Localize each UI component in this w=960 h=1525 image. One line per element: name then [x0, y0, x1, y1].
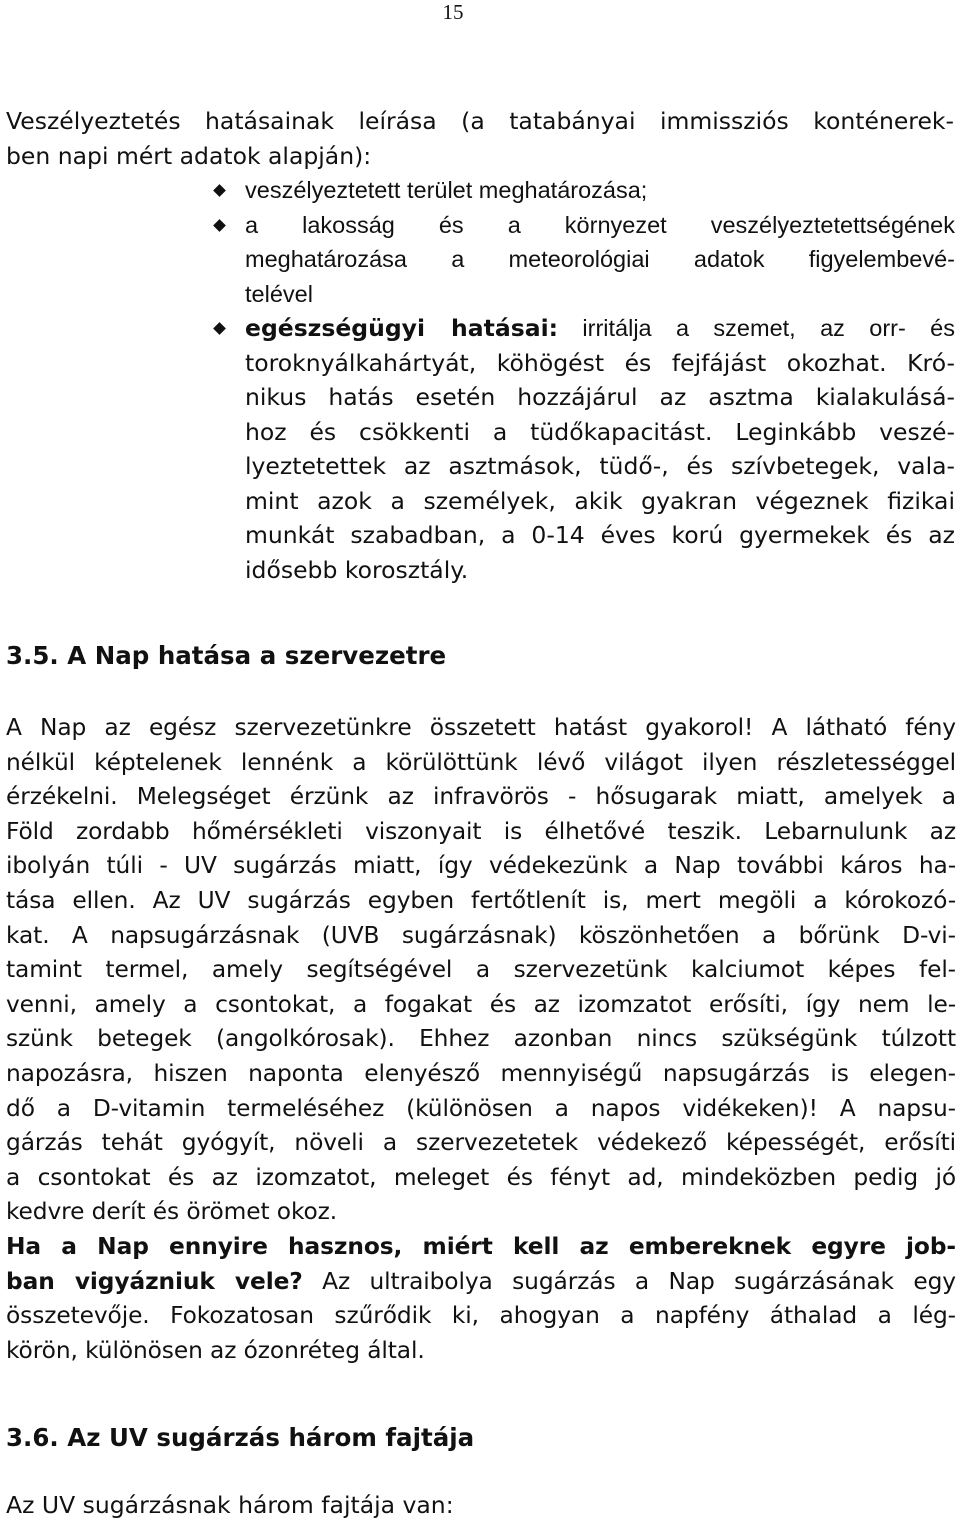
body-line: kat. A napsugárzásnak (UVB sugárzásnak) köszönhetően a bőrünk D-vi- [6, 921, 956, 949]
list-item-text: munkát szabadban, a 0-14 éves korú gyermekek és az [245, 521, 955, 549]
section-heading-3-5: 3.5. A Nap hatása a szervezetre [6, 641, 447, 670]
list-item [245, 311, 955, 587]
list-item-text: a lakosság és a környezet veszélyeztetettségének [245, 211, 955, 238]
intro-line: Veszélyeztetés hatásainak leírása (a tatabányai immissziós konténerek- [6, 107, 954, 135]
list-item-text: lyeztetettek az asztmások, tüdő-, és szívbetegek, vala- [245, 452, 955, 480]
body-line: érzékelni. Melegséget érzünk az infravörös - hősugarak miatt, amelyek a [6, 783, 956, 811]
diamond-bullet-icon [213, 219, 226, 232]
body-line: nélkül képtelenek lennénk a körülöttünk lévő világot ilyen részletességgel [6, 748, 956, 776]
body-line: a csontokat és az izomzatot, meleget és fényt ad, mindeközben pedig jó [6, 1163, 956, 1191]
diamond-bullet-icon [213, 184, 226, 197]
body-line: napozásra, hiszen naponta elenyésző mennyiségű napsugárzás is elegen- [6, 1059, 956, 1087]
body-line: dő a D-vitamin termeléséhez (különösen a napos vidékeken)! A napsu- [6, 1094, 956, 1122]
list-item-text: meghatározása a meteorológiai adatok figyelembevé- [245, 246, 955, 272]
body-line: Föld zordabb hőmérsékleti viszonyait is élhetővé teszik. Lebarnulunk az [6, 817, 956, 845]
intro-line: ben napi mért adatok alapján): [6, 141, 372, 170]
section-3-6-intro: Az UV sugárzásnak három fajtája van: [6, 1491, 454, 1519]
list-item [245, 208, 955, 312]
section-3-5-body [6, 711, 956, 1368]
body-line: körön, különösen az ózonréteg által. [6, 1336, 425, 1364]
body-line: gárzás tehát gyógyít, növeli a szervezetetek védekező képességét, erősíti [6, 1129, 956, 1157]
body-line: tása ellen. Az UV sugárzás egyben fertőtlenít is, mert megöli a kórokozó- [6, 886, 956, 914]
body-line: A Nap az egész szervezetünkre összetett hatást gyakorol! A látható fény [6, 714, 956, 741]
intro-paragraph [6, 104, 954, 173]
section-heading-3-6: 3.6. Az UV sugárzás három fajtája [6, 1423, 475, 1452]
list-item-text: telével [245, 280, 313, 307]
list-item [245, 173, 955, 208]
body-line: szünk betegek (angolkórosak). Ehhez azonban nincs szükségünk túlzott [6, 1025, 956, 1053]
question-line: Ha a Nap ennyire hasznos, miért kell az embereknek egyre job- [6, 1232, 956, 1260]
list-item-text: toroknyálkahártyát, köhögést és fejfájást okozhat. Kró- [245, 348, 955, 377]
question-emphasis: ban vigyázniuk vele? [6, 1267, 303, 1295]
body-line: ibolyán túli - UV sugárzás miatt, így védekezünk a Nap további káros ha- [6, 852, 956, 880]
body-line: kedvre derít és örömet okoz. [6, 1198, 338, 1226]
list-item-text: idősebb korosztály. [245, 555, 469, 584]
body-text-fragment: Az ultraibolya sugárzás a Nap sugárzásának egy [302, 1267, 956, 1295]
body-line: venni, amely a csontokat, a fogakat és az izomzatot erősíti, így nem le- [6, 990, 956, 1018]
hazard-effects-list [245, 173, 955, 587]
body-line: tamint termel, amely segítségével a szervezetünk kalciumot képes fel- [6, 956, 956, 984]
list-item-text: nikus hatás esetén hozzájárul az asztma kialakulásá- [245, 383, 955, 411]
diamond-bullet-icon [213, 322, 226, 335]
list-item-text: hoz és csökkenti a tüdőkapacitást. Leginkább veszé- [245, 417, 955, 446]
question-line [6, 1265, 956, 1300]
list-item-text: mint azok a személyek, akik gyakran végeznek fizikai [245, 486, 955, 515]
page-number: 15 [442, 0, 464, 24]
list-item-line [245, 311, 955, 346]
body-line: összetevője. Fokozatosan szűrődik ki, ahogyan a napfény áthalad a lég- [6, 1302, 956, 1330]
list-item-text: veszélyeztetett terület meghatározása; [245, 177, 648, 203]
health-effects-label: egészségügyi hatásai: [245, 314, 559, 342]
list-item-text: irritálja a szemet, az orr- és [558, 315, 956, 341]
